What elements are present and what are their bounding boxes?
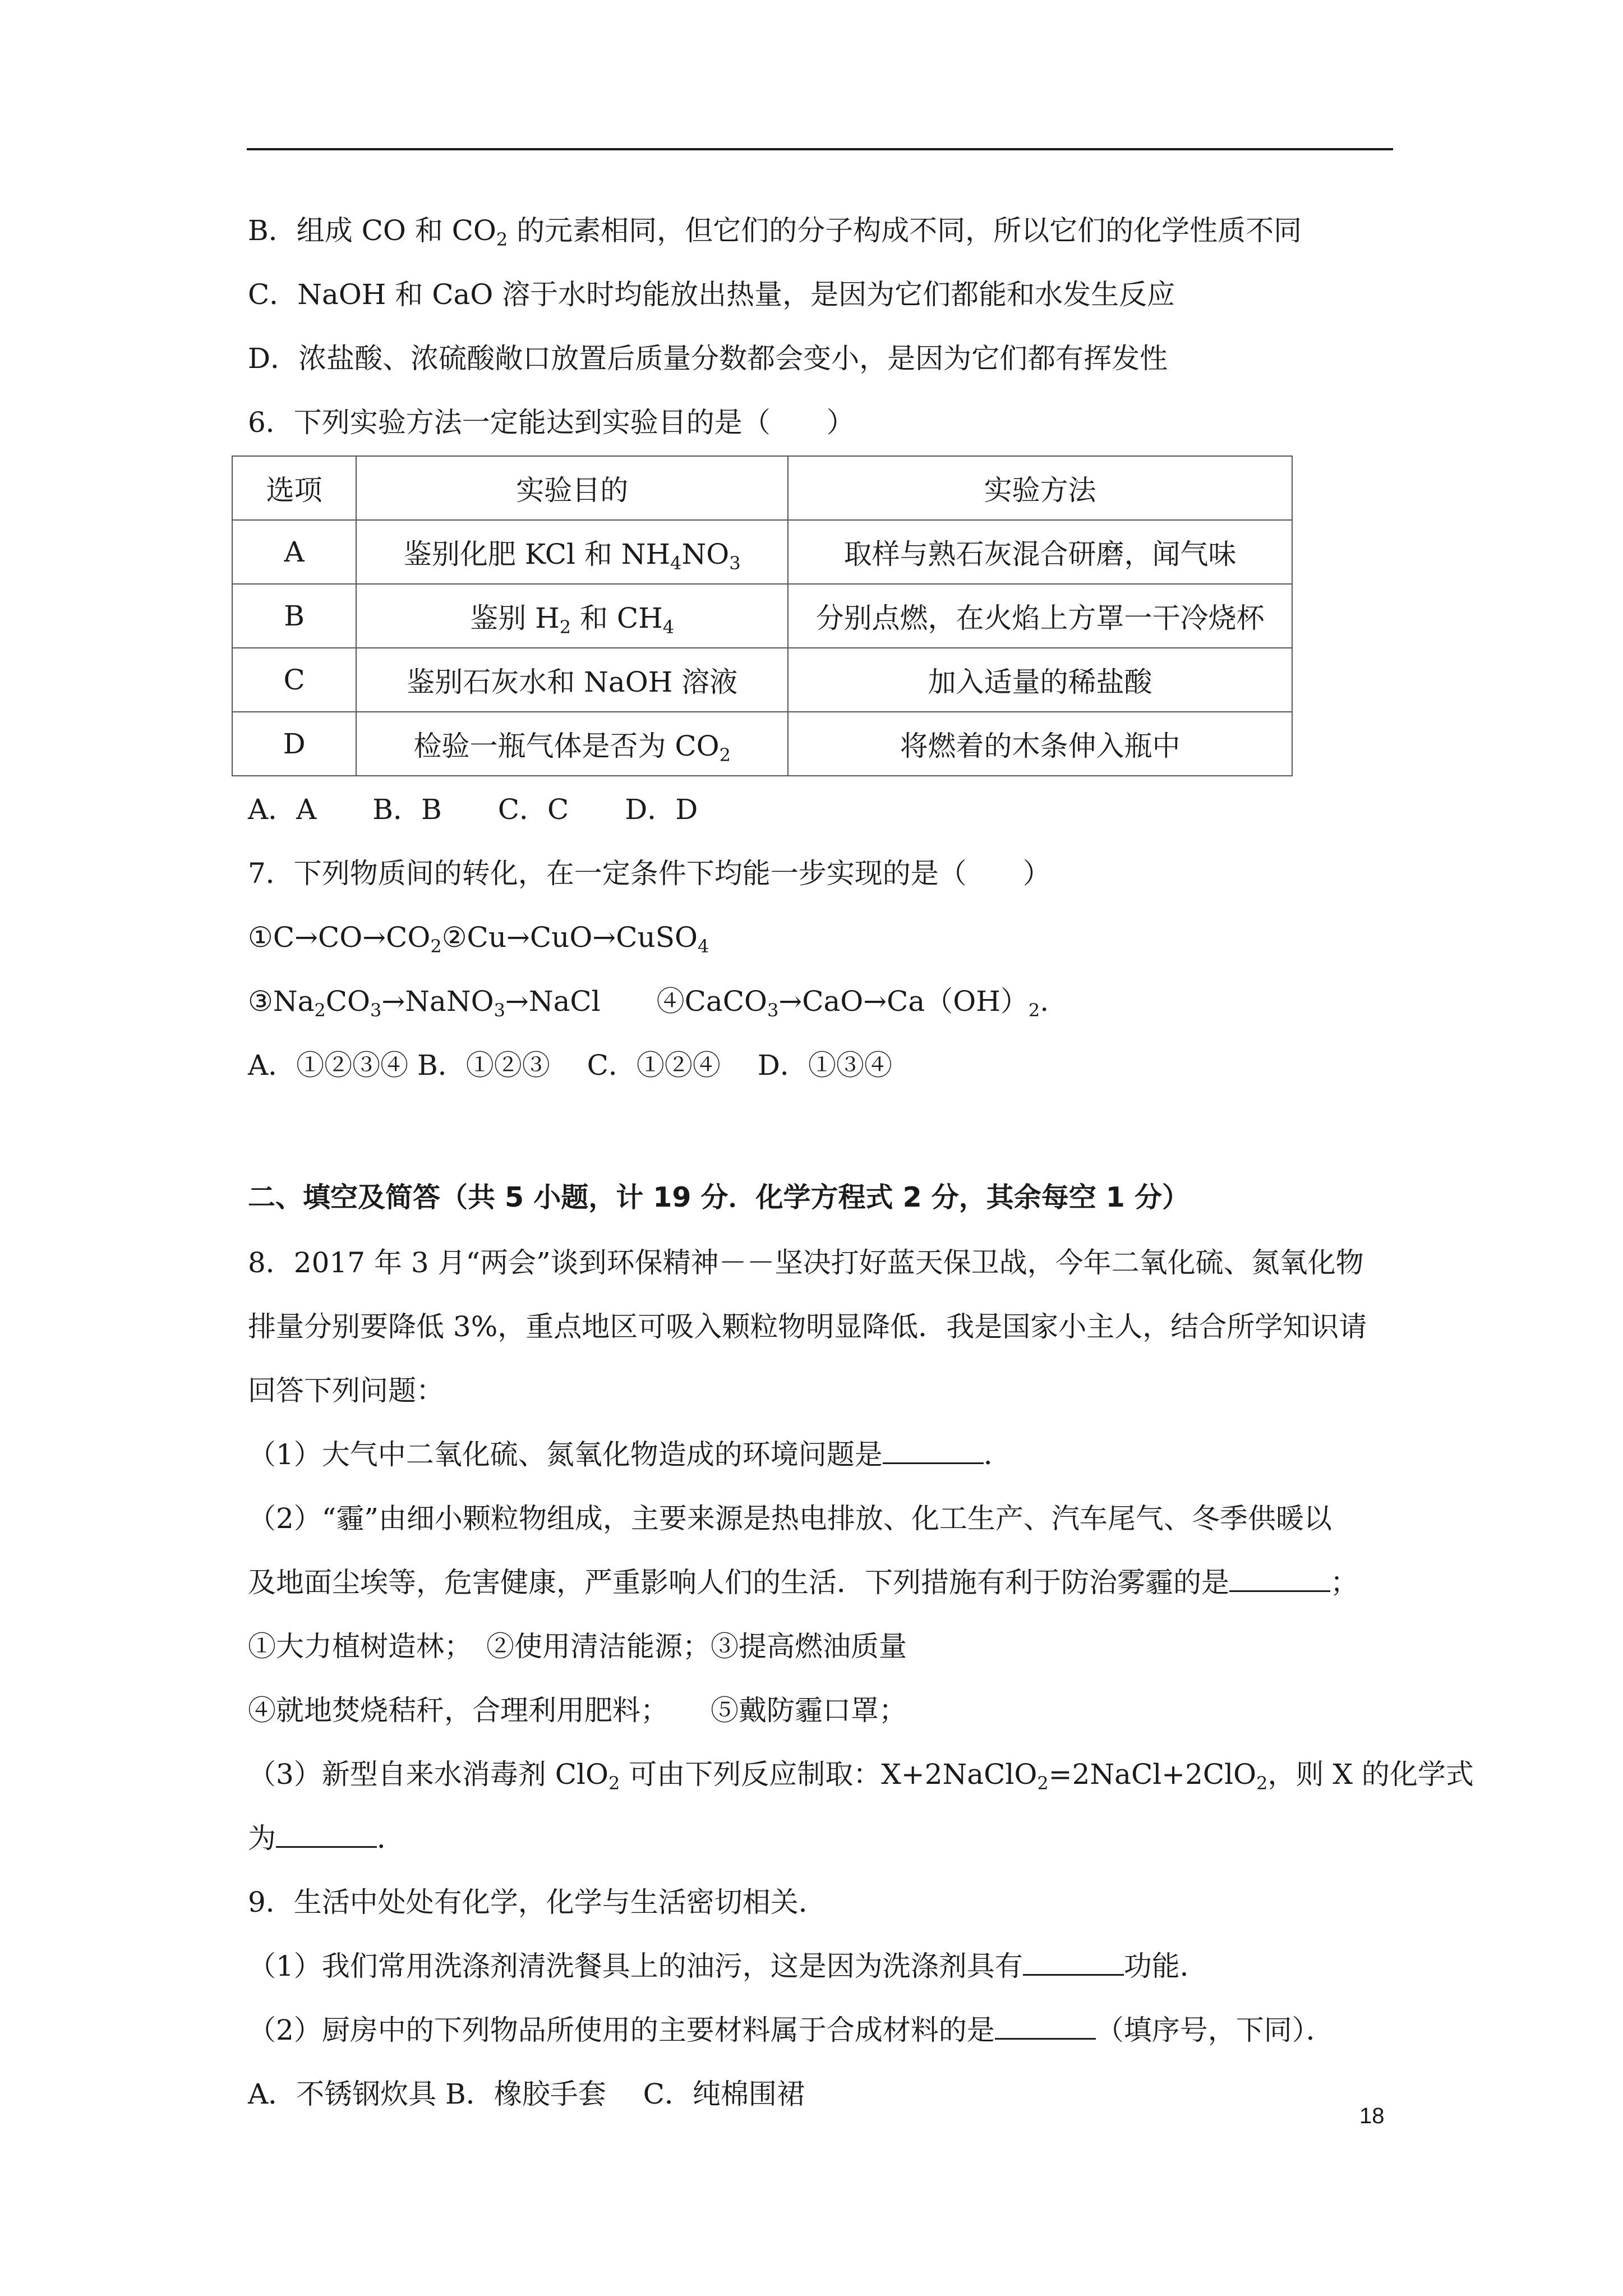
q8-stem-line: 8．2017 年 3 月“两会”谈到环保精神－－坚决打好蓝天保卫战，今年二氧化硫、氮氧化物 [248, 1246, 1364, 1279]
table-row [232, 584, 1292, 648]
answer-blank[interactable] [276, 1824, 377, 1848]
header-option: 选项 [232, 456, 356, 520]
row-purpose: 鉴别石灰水和 NaOH 溶液 [356, 648, 788, 712]
row-purpose: 检验一瓶气体是否为 $CO_2$ [356, 712, 788, 776]
q7-stem: 7．下列物质间的转化，在一定条件下均能一步实现的是（ ） [248, 857, 1051, 890]
q8-stem-line: 排量分别要降低 3%，重点地区可吸入颗粒物明显降低．我是国家小主人，结合所学知识请 [248, 1310, 1367, 1343]
q5-option-b: B．组成 CO 和 $CO_2$ 的元素相同，但它们的分子构成不同，所以它们的化学性质不同 [248, 214, 1302, 250]
row-option: A [232, 520, 356, 584]
page-number: 18 [1359, 2104, 1385, 2128]
table-row [232, 712, 1292, 776]
q9-options: A．不锈钢炊具 B．橡胶手套 C．纯棉围裙 [248, 2078, 805, 2110]
q7-line2: $③Na_2CO_3\to NaNO_3\to NaCl$ $④CaCO_3\to CaO\to Ca(OH)_2$. [248, 985, 1049, 1021]
header-method: 实验方法 [788, 456, 1292, 520]
answer-blank[interactable] [883, 1440, 984, 1464]
q8-part1: （1）大气中二氧化硫、氮氧化物造成的环境问题是 ． [248, 1438, 1012, 1471]
table-header-row [232, 456, 1292, 520]
experiment-table [232, 455, 1293, 776]
row-method: 分别点燃，在火焰上方罩一干冷烧杯 [788, 584, 1292, 648]
row-purpose: 鉴别化肥 KCl 和 $NH_4NO_3$ [356, 520, 788, 584]
q8-part2-line: 及地面尘埃等，危害健康，严重影响人们的生活．下列措施有利于防治雾霾的是 ； [248, 1566, 1358, 1599]
row-purpose: 鉴别 $H_2$ 和 $CH_4$ [356, 584, 788, 648]
section-heading: 二、填空及简答（共 5 小题，计 19 分．化学方程式 2 分，其余每空 1 分） [248, 1181, 1189, 1213]
q8-measures: ①大力植树造林； ②使用清洁能源；③提高燃油质量 [248, 1630, 907, 1663]
q6-answers: A．A B．B C．C D．D [248, 793, 698, 826]
q5-option-c: C．NaOH 和 CaO 溶于水时均能放出热量，是因为它们都能和水发生反应 [248, 278, 1175, 311]
q8-part2-line: （2）“霾”由细小颗粒物组成，主要来源是热电排放、化工生产、汽车尾气、冬季供暖以 [248, 1502, 1332, 1535]
row-method: 取样与熟石灰混合研磨，闻气味 [788, 520, 1292, 584]
q7-line1: $①C\to CO\to CO_2②Cu\to CuO\to CuSO_4$ [248, 921, 709, 957]
q9-part2: （2）厨房中的下列物品所使用的主要材料属于合成材料的是 （填序号，下同）． [248, 2014, 1334, 2046]
header-purpose: 实验目的 [356, 456, 788, 520]
q8-stem-line: 回答下列问题： [248, 1374, 444, 1407]
row-method: 将燃着的木条伸入瓶中 [788, 712, 1292, 776]
header-rule [247, 148, 1393, 150]
q9-part1: （1）我们常用洗涤剂清洗餐具上的油污，这是因为洗涤剂具有 功能． [248, 1950, 1208, 1982]
table-row [232, 648, 1292, 712]
q8-measures: ④就地焚烧秸秆，合理利用肥料； ⑤戴防霾口罩； [248, 1694, 907, 1727]
row-option: C [232, 648, 356, 712]
q8-part3-cont: 为 ． [248, 1822, 405, 1855]
table-row [232, 520, 1292, 584]
q9-stem: 9．生活中处处有化学，化学与生活密切相关． [248, 1886, 827, 1918]
answer-blank[interactable] [995, 2016, 1096, 2040]
q5-option-d: D．浓盐酸、浓硫酸敞口放置后质量分数都会变小，是因为它们都有挥发性 [248, 342, 1168, 375]
row-method: 加入适量的稀盐酸 [788, 648, 1292, 712]
row-option: B [232, 584, 356, 648]
answer-blank[interactable] [1229, 1568, 1330, 1592]
row-option: D [232, 712, 356, 776]
q6-stem: 6．下列实验方法一定能达到实验目的是（ ） [248, 406, 855, 439]
q8-part3: （3）新型自来水消毒剂 ClO$_2$ 可由下列反应制取：X+2NaClO$_2$=2NaCl+2ClO$_2$，则 X 的化学式 [248, 1758, 1474, 1794]
q7-answers: A．①②③④ B．①②③ C．①②④ D．①③④ [248, 1049, 892, 1082]
answer-blank[interactable] [1023, 1952, 1124, 1976]
